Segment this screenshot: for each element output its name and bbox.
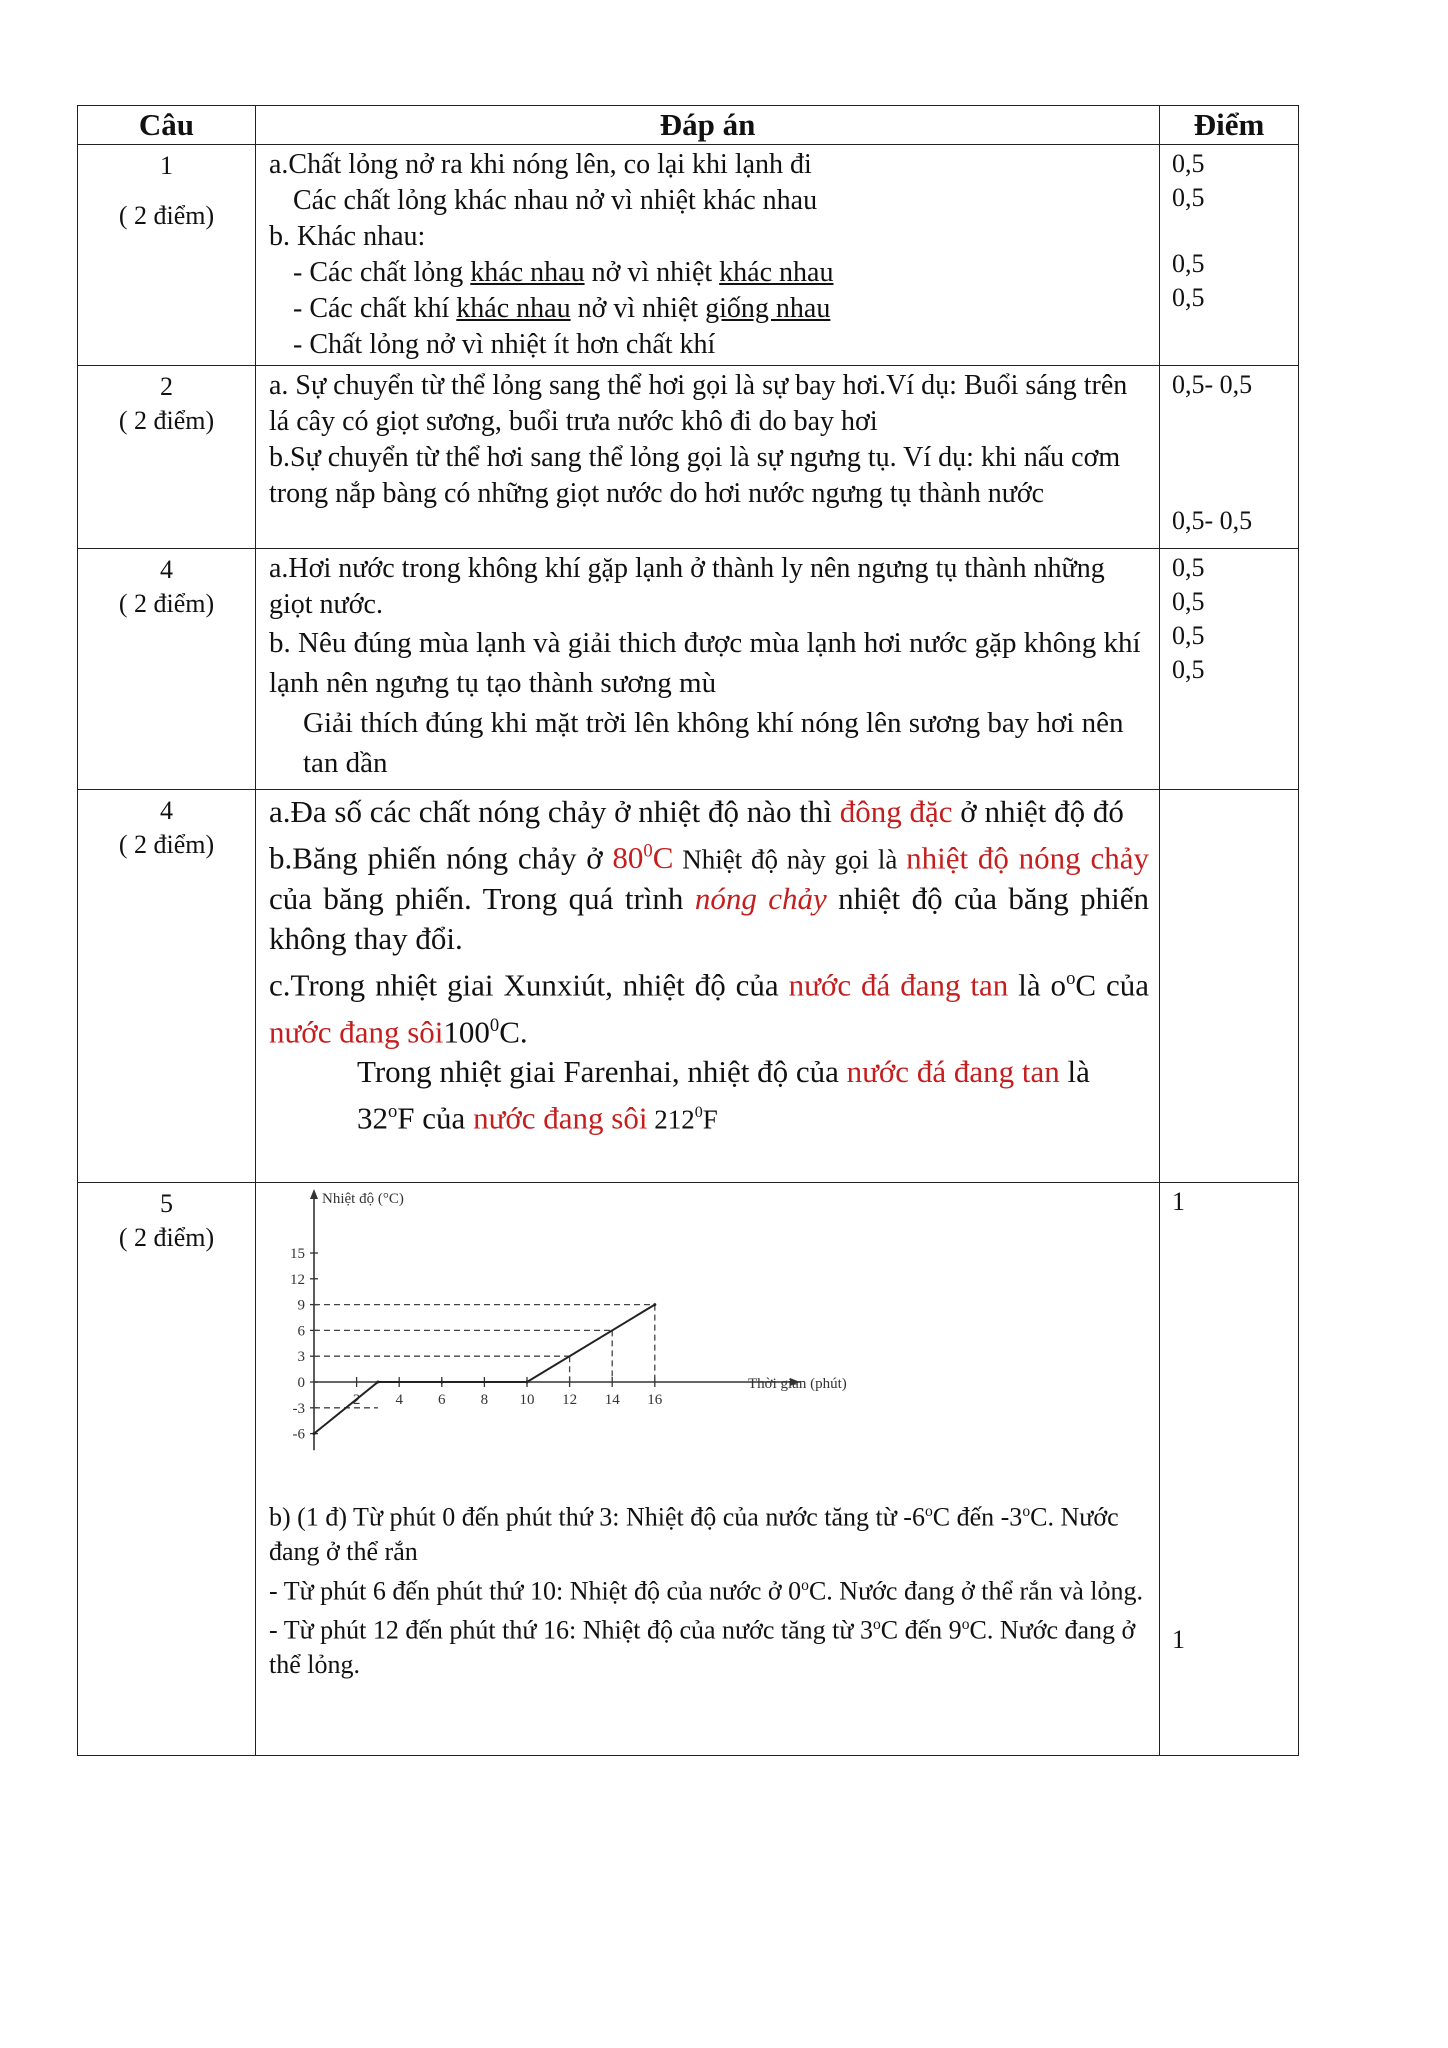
highlight-text: $80^0C$: [612, 840, 674, 876]
score-cell: [1160, 549, 1299, 790]
answer-part-b: [269, 1495, 1149, 1682]
score-cell: [1160, 366, 1299, 549]
x-tick-label: 14: [604, 1392, 620, 1408]
question-points: ( 2 điểm): [118, 830, 215, 859]
answer-paragraph: a.Hơi nước trong không khí gặp lạnh ở thành ly nên ngưng tụ thành những giọt nước.: [269, 553, 1105, 620]
x-tick-label: 6: [438, 1392, 446, 1408]
answer-cell: [256, 1183, 1160, 1756]
y-tick-label: 12: [290, 1271, 305, 1288]
answer-line: Các chất lỏng khác nhau nở vì nhiệt khác nhau: [293, 185, 818, 216]
question-row-1: [78, 145, 1299, 366]
underlined-text: khác nhau: [470, 257, 585, 288]
score: 0,5: [1172, 283, 1205, 312]
header-cau: Câu: [78, 106, 256, 145]
data-point: [653, 1303, 656, 1306]
y-tick-label: 9: [297, 1297, 305, 1314]
data-point: [526, 1381, 529, 1384]
underlined-text: giống nhau: [705, 293, 831, 324]
score: 0,5: [1172, 149, 1205, 178]
x-tick-label: 2: [352, 1392, 361, 1408]
y-axis-label: Nhiệt độ (°C): [322, 1191, 404, 1207]
y-tick-label: 0: [297, 1375, 305, 1391]
answer-paragraph: b.Sự chuyển từ thể hơi sang thể lỏng gọi là sự ngưng tụ. Ví dụ: khi nấu cơm trong nắp bàng có những giọt nước do hơi nước ngưng tụ thành nước: [269, 442, 1121, 509]
y-tick-label: 6: [297, 1323, 305, 1340]
answer-line: b) (1 đ) Từ phút 0 đến phút thứ 3: Nhiệt độ của nước tăng từ -6$^o$C đến -3$^o$C. Nước đang ở thể rắn: [269, 1502, 1119, 1566]
y-tick-label: 15: [290, 1246, 305, 1262]
highlight-text: nóng chảy: [694, 881, 827, 917]
answer-line: - Từ phút 6 đến phút thứ 10: Nhiệt độ của nước ở 0$^o$C. Nước đang ở thể rắn và lỏng.: [269, 1576, 1143, 1606]
answer-table: [77, 105, 1299, 1756]
question-number: 4: [160, 555, 173, 584]
score: 1: [1172, 1625, 1185, 1654]
highlight-text: nước đang sôi: [269, 1013, 444, 1049]
highlight-text: nước đang sôi: [473, 1100, 648, 1136]
x-axis-label: Thời gian (phút): [748, 1376, 847, 1392]
answer-line: b. Khác nhau:: [269, 221, 426, 252]
question-row-4: [78, 790, 1299, 1183]
question-row-2: [78, 366, 1299, 549]
header-diem: Điểm: [1160, 106, 1299, 145]
score: 0,5: [1172, 249, 1205, 278]
score-cell: [1160, 145, 1299, 366]
question-points: ( 2 điểm): [118, 201, 215, 230]
answer-paragraph: a. Sự chuyển từ thể lỏng sang thể hơi gọi là sự bay hơi.Ví dụ: Buổi sáng trên lá cây có giọt sương, buổi trưa nước khô đi do bay hơi: [269, 370, 1128, 437]
question-number: 1: [160, 151, 173, 180]
highlight-text: nước đá đang tan: [846, 1053, 1060, 1089]
score-cell: [1160, 1183, 1299, 1756]
temperature-chart: [269, 1185, 869, 1485]
answer-line: - Chất lỏng nở vì nhiệt ít hơn chất khí: [293, 329, 716, 360]
question-number: 4: [160, 796, 173, 825]
answer-line: - Các chất khí khác nhau nở vì nhiệt giống nhau: [293, 293, 831, 324]
answer-cell: [256, 549, 1160, 790]
answer-paragraph: Trong nhiệt giai Farenhai, nhiệt độ của nước đá đang tan là 32$^o$F của nước đang sôi $212^0F$: [357, 1053, 1090, 1136]
underlined-text: khác nhau: [719, 257, 834, 288]
answer-paragraph: Giải thích đúng khi mặt trời lên không khí nóng lên sương bay hơi nên tan dần: [303, 707, 1124, 779]
x-tick-label: 12: [562, 1392, 578, 1408]
answer-cell: [256, 145, 1160, 366]
data-point: [376, 1381, 379, 1384]
score: 1: [1172, 1187, 1185, 1216]
score: 0,5: [1172, 587, 1205, 616]
x-tick-label: 16: [647, 1392, 663, 1408]
score: 0,5: [1172, 183, 1205, 212]
answer-paragraph: a.Đa số các chất nóng chảy ở nhiệt độ nào thì đông đặc ở nhiệt độ đó: [269, 794, 1124, 829]
answer-line: - Các chất lỏng khác nhau nở vì nhiệt khác nhau: [293, 257, 834, 288]
answer-paragraph: b.Băng phiến nóng chảy ở $80^0C$ Nhiệt độ này gọi là nhiệt độ nóng chảy của băng phiến. Trong quá trình nóng chảy nhiệt độ của băng phiến không thay đổi.: [269, 840, 1149, 957]
data-point: [440, 1381, 443, 1384]
x-tick-label: 8: [480, 1392, 489, 1408]
answer-line: - Từ phút 12 đến phút thứ 16: Nhiệt độ của nước tăng từ 3$^o$C đến 9$^o$C. Nước đang ở thể lỏng.: [269, 1615, 1136, 1679]
underlined-text: khác nhau: [456, 293, 571, 324]
x-tick-label: 4: [395, 1392, 403, 1408]
score: 0,5: [1172, 655, 1205, 684]
score: 0,5- 0,5: [1172, 370, 1253, 399]
answer-paragraph: b. Nêu đúng mùa lạnh và giải thich được mùa lạnh hơi nước gặp không khí lạnh nên ngưng tụ tạo thành sương mù: [269, 627, 1141, 699]
score: 0,5: [1172, 553, 1205, 582]
answer-cell: [256, 366, 1160, 549]
question-number-cell: [78, 549, 256, 790]
question-number: 5: [160, 1189, 173, 1218]
question-row-5: [78, 1183, 1299, 1756]
question-number: 2: [160, 372, 173, 401]
x-tick-label: 10: [519, 1392, 535, 1408]
header-row: [78, 106, 1299, 145]
score: 0,5: [1172, 621, 1205, 650]
question-number-cell: [78, 1183, 256, 1756]
question-points: ( 2 điểm): [118, 1223, 215, 1252]
data-line: [314, 1305, 655, 1434]
y-axis-arrow: [310, 1189, 318, 1199]
answer-cell: [256, 790, 1160, 1183]
question-points: ( 2 điểm): [118, 589, 215, 618]
question-number-cell: [78, 790, 256, 1183]
highlight-text: nhiệt độ nóng chảy: [906, 840, 1149, 876]
question-row-3: [78, 549, 1299, 790]
highlight-text: đông đặc: [839, 794, 953, 829]
answer-paragraph: c.Trong nhiệt giai Xunxiút, nhiệt độ của nước đá đang tan là $o^oC$ của nước đang $sôi100^0C$.: [269, 967, 1149, 1049]
y-tick-label: -3: [292, 1400, 305, 1417]
score: 0,5- 0,5: [1172, 506, 1253, 535]
highlight-text: nước đá đang tan: [788, 967, 1009, 1003]
question-points: ( 2 điểm): [118, 406, 215, 435]
question-number-cell: [78, 366, 256, 549]
answer-line: a.Chất lỏng nở ra khi nóng lên, co lại khi lạnh đi: [269, 149, 812, 180]
y-tick-label: 3: [297, 1349, 305, 1366]
score-cell: [1160, 790, 1299, 1183]
question-number-cell: [78, 145, 256, 366]
data-point: [313, 1432, 316, 1435]
y-tick-label: -6: [292, 1426, 305, 1443]
header-dapan: Đáp án: [256, 106, 1160, 145]
